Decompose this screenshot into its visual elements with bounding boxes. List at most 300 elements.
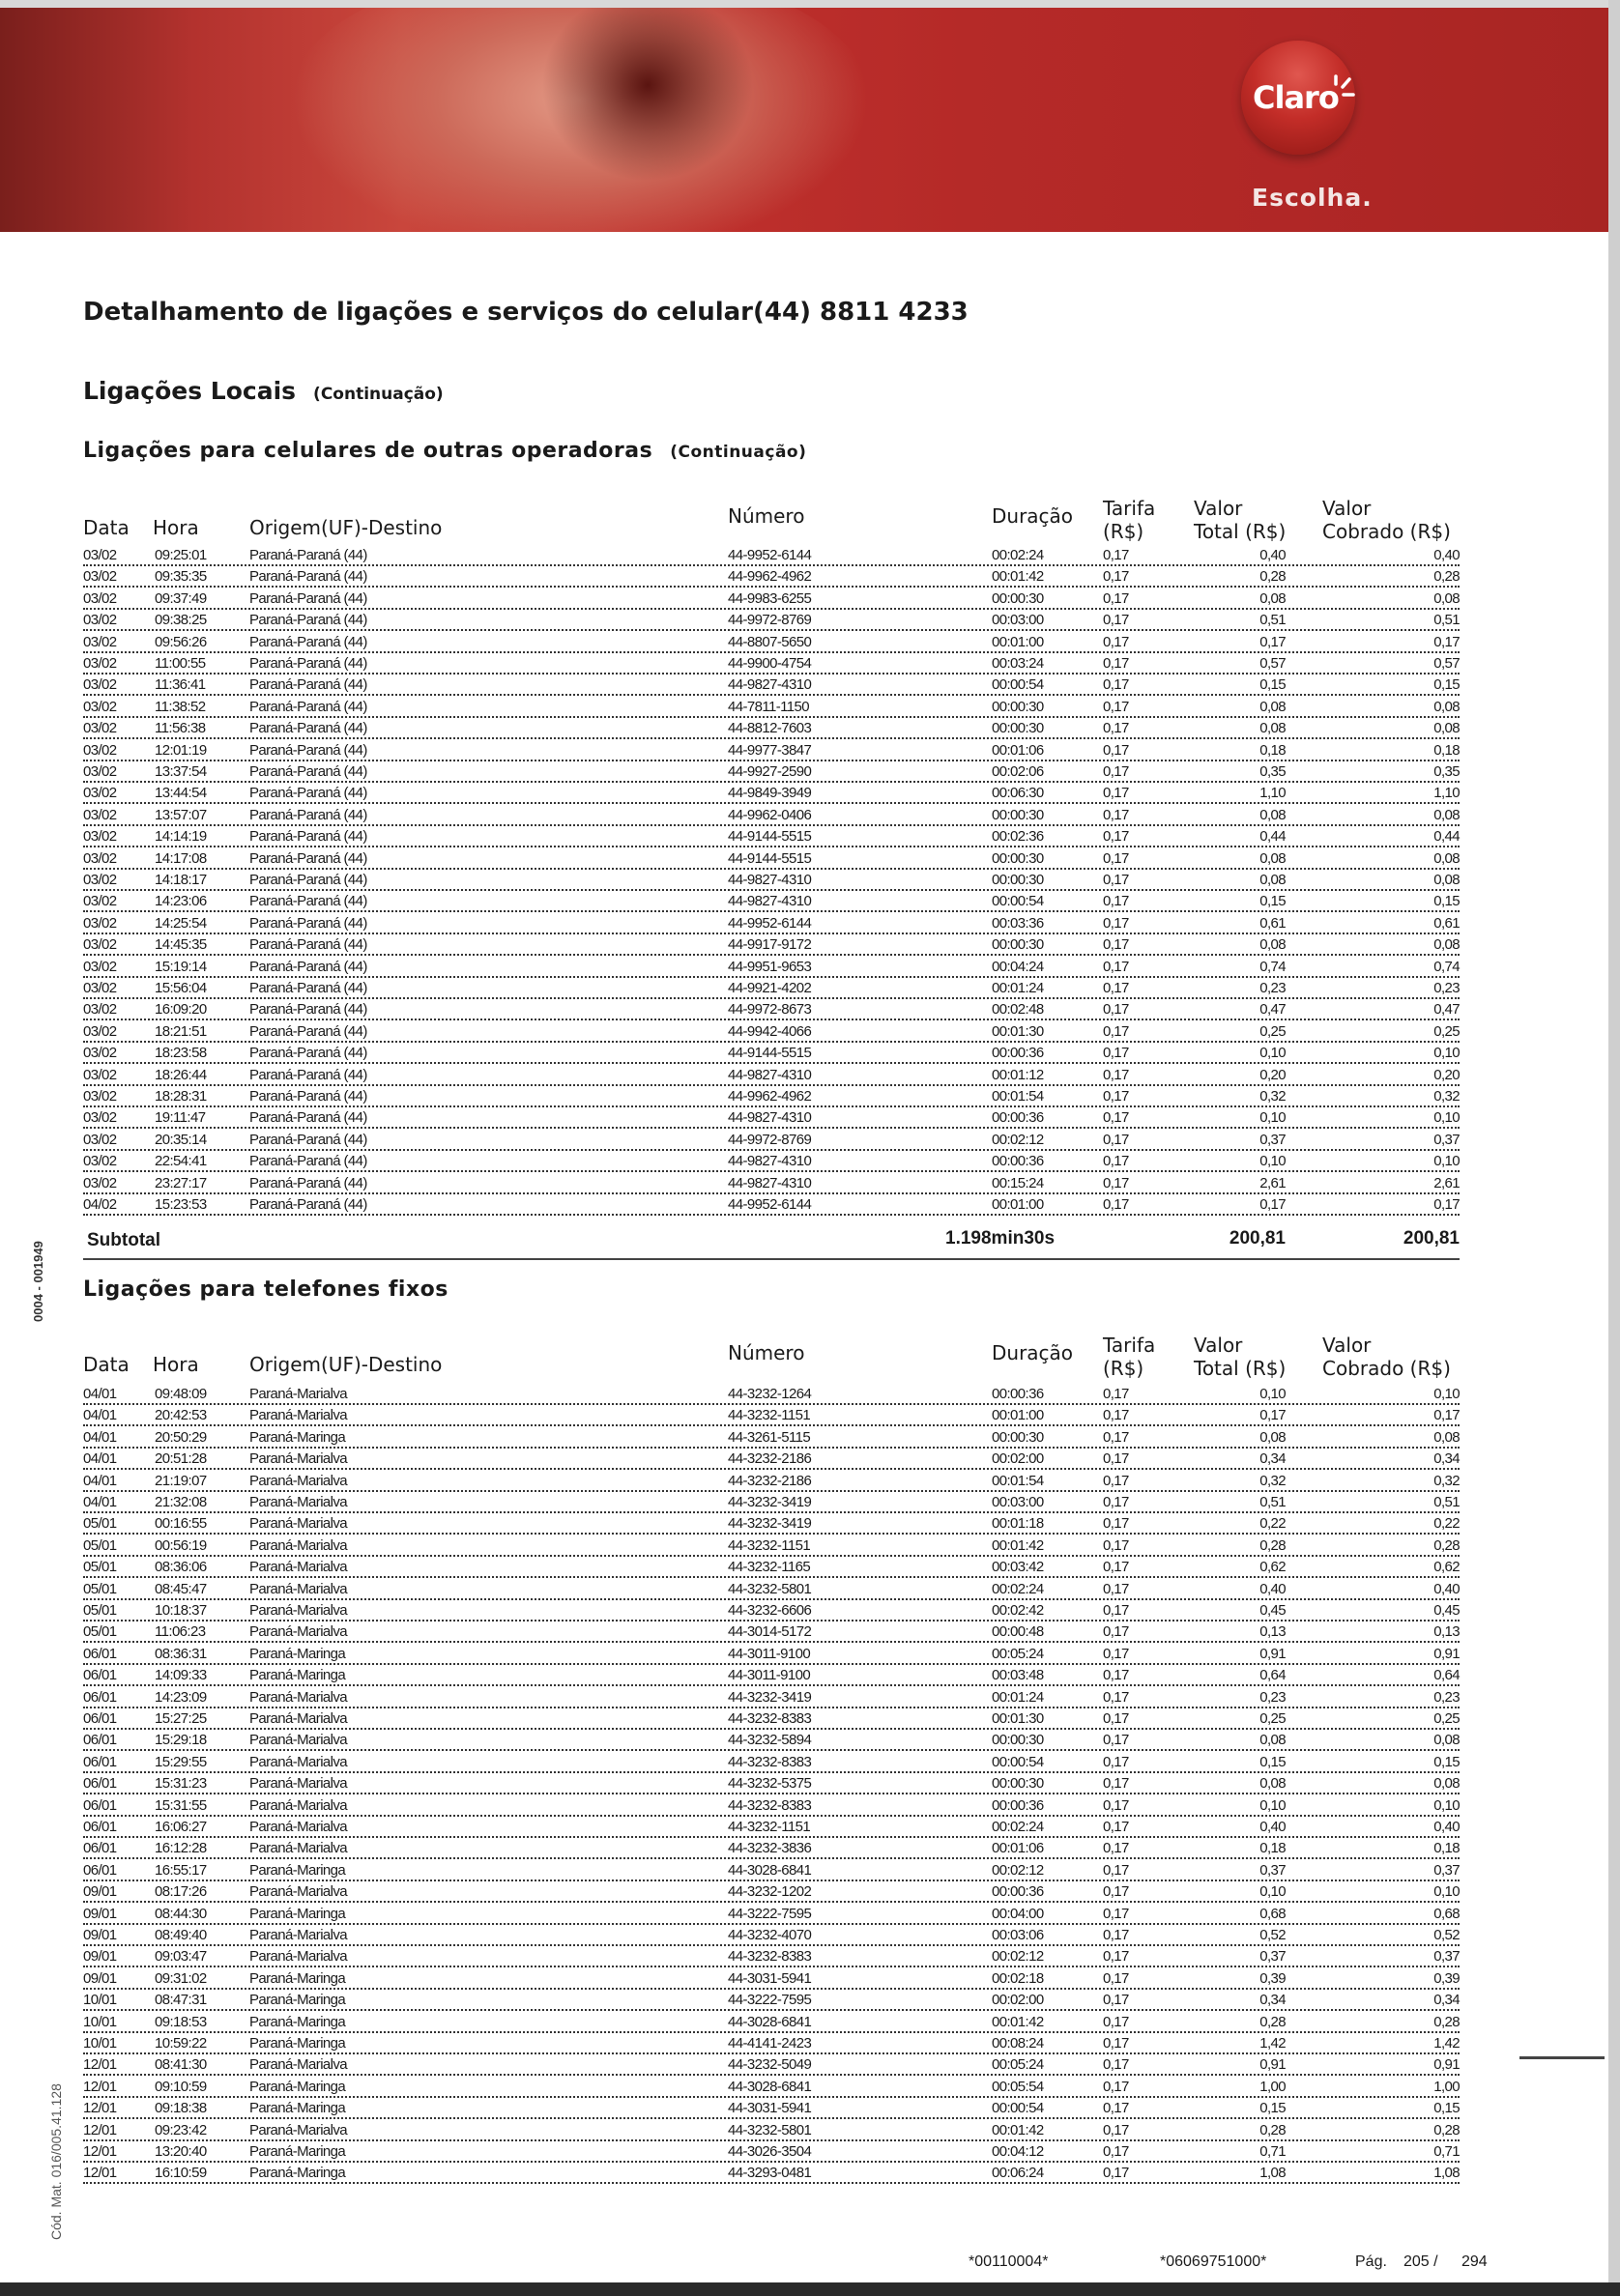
cell-rate: 0,17 <box>1103 1645 1129 1662</box>
cell-origin-destination: Paraná-Paraná (44) <box>249 872 367 888</box>
cell-number: 44-9827-4310 <box>728 1066 812 1083</box>
cell-origin-destination: Paraná-Marialva <box>249 1472 348 1489</box>
cell-duration: 00:00:54 <box>992 2100 1044 2117</box>
cell-duration: 00:03:42 <box>992 1559 1044 1576</box>
cell-time: 14:23:09 <box>155 1688 207 1706</box>
cell-charged-value: 0,08 <box>1433 1732 1460 1749</box>
cell-date: 04/01 <box>83 1472 117 1489</box>
cell-charged-value: 0,15 <box>1433 893 1460 910</box>
cell-date: 06/01 <box>83 1688 117 1706</box>
cell-total-value: 0,28 <box>1259 1536 1286 1554</box>
header-tarifa1: Tarifa <box>1103 1334 1156 1357</box>
cell-total-value: 0,15 <box>1259 893 1286 910</box>
table-row <box>83 2161 1460 2184</box>
cell-date: 05/01 <box>83 1602 117 1619</box>
cell-total-value: 0,10 <box>1259 1386 1286 1402</box>
cell-rate: 0,17 <box>1103 785 1129 802</box>
cell-charged-value: 0,13 <box>1433 1623 1460 1641</box>
cell-rate: 0,17 <box>1103 568 1129 586</box>
cell-duration: 00:01:06 <box>992 741 1044 759</box>
cell-origin-destination: Paraná-Paraná (44) <box>249 1066 367 1083</box>
header-total2: Total (R$) <box>1194 520 1287 543</box>
cell-date: 03/02 <box>83 1174 117 1191</box>
cell-charged-value: 0,15 <box>1433 676 1460 694</box>
cell-origin-destination: Paraná-Marialva <box>249 1796 348 1814</box>
table-row <box>83 1403 1460 1426</box>
cell-date: 09/01 <box>83 1883 117 1901</box>
cell-number: 44-3028-6841 <box>728 2013 812 2030</box>
cell-total-value: 0,15 <box>1259 2100 1286 2117</box>
cell-number: 44-9827-4310 <box>728 1109 812 1127</box>
cell-time: 14:18:17 <box>155 872 207 888</box>
tagline: Escolha. <box>1252 184 1373 212</box>
cell-time: 09:18:38 <box>155 2100 207 2117</box>
cell-number: 44-3232-1151 <box>728 1536 811 1554</box>
cell-number: 44-3261-5115 <box>728 1428 811 1446</box>
cell-charged-value: 0,37 <box>1433 1861 1460 1879</box>
cell-origin-destination: Paraná-Marialva <box>249 1536 348 1554</box>
cell-number: 44-9827-4310 <box>728 872 812 888</box>
cell-date: 03/02 <box>83 828 117 846</box>
header-data: Data <box>83 516 130 539</box>
table-row <box>83 760 1460 783</box>
cell-origin-destination: Paraná-Maringa <box>249 2035 346 2052</box>
cell-date: 12/01 <box>83 2078 117 2095</box>
cell-number: 44-3011-9100 <box>728 1645 811 1662</box>
header-hora: Hora <box>153 1353 199 1376</box>
cell-rate: 0,17 <box>1103 1472 1129 1489</box>
cell-duration: 00:00:36 <box>992 1153 1044 1170</box>
cell-rate: 0,17 <box>1103 2121 1129 2138</box>
cell-number: 44-9962-0406 <box>728 806 812 823</box>
table-row <box>83 2052 1460 2076</box>
table-row <box>83 1728 1460 1751</box>
cell-charged-value: 0,40 <box>1433 1580 1460 1597</box>
cell-charged-value: 0,25 <box>1433 1022 1460 1040</box>
cell-origin-destination: Paraná-Marialva <box>249 1927 348 1943</box>
cell-charged-value: 0,08 <box>1433 806 1460 823</box>
cell-total-value: 0,91 <box>1259 1645 1286 1662</box>
cell-time: 16:10:59 <box>155 2165 207 2182</box>
cell-time: 08:36:06 <box>155 1559 207 1576</box>
logo-text: Claro <box>1253 79 1339 116</box>
cell-duration: 00:01:24 <box>992 980 1044 996</box>
cell-rate: 0,17 <box>1103 2143 1129 2160</box>
cell-rate: 0,17 <box>1103 676 1129 694</box>
cell-duration: 00:01:00 <box>992 1196 1044 1213</box>
cell-charged-value: 0,08 <box>1433 872 1460 888</box>
cell-charged-value: 0,61 <box>1433 914 1460 932</box>
cell-charged-value: 0,35 <box>1433 763 1460 780</box>
cell-date: 05/01 <box>83 1515 117 1533</box>
cell-number: 44-3232-5049 <box>728 2056 812 2074</box>
table-row <box>83 1966 1460 1990</box>
cell-time: 09:03:47 <box>155 1948 207 1966</box>
cell-date: 03/02 <box>83 1131 117 1148</box>
cell-rate: 0,17 <box>1103 872 1129 888</box>
page-mark <box>1519 2056 1605 2059</box>
cell-total-value: 0,20 <box>1259 1066 1286 1083</box>
cell-time: 11:38:52 <box>155 698 206 715</box>
cell-rate: 0,17 <box>1103 1969 1129 1987</box>
cell-total-value: 0,51 <box>1259 612 1286 629</box>
cell-number: 44-3232-3836 <box>728 1840 812 1857</box>
cell-origin-destination: Paraná-Maringa <box>249 1428 346 1446</box>
cell-number: 44-3028-6841 <box>728 1861 812 1879</box>
cell-origin-destination: Paraná-Maringa <box>249 1905 346 1922</box>
cell-origin-destination: Paraná-Maringa <box>249 1969 346 1987</box>
cell-total-value: 0,61 <box>1259 914 1286 932</box>
cell-charged-value: 0,74 <box>1433 958 1460 975</box>
cell-time: 08:49:40 <box>155 1927 207 1943</box>
cell-date: 03/02 <box>83 720 117 737</box>
cell-origin-destination: Paraná-Maringa <box>249 1667 346 1684</box>
cell-date: 06/01 <box>83 1840 117 1857</box>
cell-origin-destination: Paraná-Maringa <box>249 2165 346 2182</box>
cell-number: 44-3232-1165 <box>728 1559 811 1576</box>
cell-rate: 0,17 <box>1103 1819 1129 1835</box>
cell-duration: 00:04:12 <box>992 2143 1044 2160</box>
cell-time: 15:29:55 <box>155 1753 207 1770</box>
cell-origin-destination: Paraná-Marialva <box>249 1732 348 1749</box>
cell-number: 44-3232-1151 <box>728 1407 811 1424</box>
table-row <box>83 1128 1460 1151</box>
scan-border <box>0 2282 1620 2296</box>
cell-rate: 0,17 <box>1103 1536 1129 1554</box>
cell-total-value: 0,40 <box>1259 547 1286 563</box>
cell-charged-value: 1,10 <box>1433 785 1460 802</box>
cell-total-value: 0,40 <box>1259 1819 1286 1835</box>
cell-rate: 0,17 <box>1103 936 1129 954</box>
cell-time: 09:35:35 <box>155 568 207 586</box>
cell-duration: 00:00:30 <box>992 872 1044 888</box>
cell-origin-destination: Paraná-Paraná (44) <box>249 1001 367 1019</box>
cell-origin-destination: Paraná-Paraná (44) <box>249 547 367 563</box>
table-row <box>83 1771 1460 1794</box>
cell-charged-value: 0,10 <box>1433 1109 1460 1127</box>
cell-time: 14:25:54 <box>155 914 207 932</box>
cell-duration: 00:02:00 <box>992 1992 1044 2009</box>
cell-charged-value: 1,00 <box>1433 2078 1460 2095</box>
cell-date: 06/01 <box>83 1796 117 1814</box>
cell-time: 09:37:49 <box>155 589 207 607</box>
cell-rate: 0,17 <box>1103 893 1129 910</box>
cell-time: 09:10:59 <box>155 2078 207 2095</box>
cell-total-value: 0,10 <box>1259 1153 1286 1170</box>
cell-origin-destination: Paraná-Marialva <box>249 1948 348 1966</box>
cell-total-value: 0,23 <box>1259 1688 1286 1706</box>
cell-charged-value: 0,17 <box>1433 1407 1460 1424</box>
cell-time: 15:19:14 <box>155 958 207 975</box>
cell-time: 09:56:26 <box>155 633 207 650</box>
table-row <box>83 673 1460 696</box>
table-row <box>83 847 1460 870</box>
cell-duration: 00:01:42 <box>992 1536 1044 1554</box>
cell-origin-destination: Paraná-Paraná (44) <box>249 720 367 737</box>
cell-origin-destination: Paraná-Paraná (44) <box>249 633 367 650</box>
cell-origin-destination: Paraná-Marialva <box>249 1386 348 1402</box>
cell-duration: 00:01:54 <box>992 1088 1044 1105</box>
cell-total-value: 0,10 <box>1259 1796 1286 1814</box>
cell-total-value: 0,18 <box>1259 741 1286 759</box>
cell-origin-destination: Paraná-Maringa <box>249 2013 346 2030</box>
cell-date: 03/02 <box>83 612 117 629</box>
cell-rate: 0,17 <box>1103 655 1129 672</box>
material-code: Cód. Mat. 016/005.41.128 <box>48 2083 64 2240</box>
table-row <box>83 1063 1460 1086</box>
cell-time: 00:16:55 <box>155 1515 207 1533</box>
cell-number: 44-3232-2186 <box>728 1450 812 1468</box>
page-number: 205 / <box>1403 2253 1438 2270</box>
cell-rate: 0,17 <box>1103 698 1129 715</box>
cell-date: 03/02 <box>83 1088 117 1105</box>
table-row <box>83 1836 1460 1859</box>
cell-total-value: 0,45 <box>1259 1602 1286 1619</box>
cell-time: 20:51:28 <box>155 1450 207 1468</box>
table-row <box>83 738 1460 761</box>
table-row <box>83 1923 1460 1946</box>
cell-origin-destination: Paraná-Paraná (44) <box>249 589 367 607</box>
table-row <box>83 2075 1460 2098</box>
cell-time: 08:41:30 <box>155 2056 207 2074</box>
cell-number: 44-9144-5515 <box>728 828 812 846</box>
cell-date: 06/01 <box>83 1753 117 1770</box>
cell-rate: 0,17 <box>1103 1386 1129 1402</box>
cell-charged-value: 0,57 <box>1433 655 1460 672</box>
cell-origin-destination: Paraná-Marialva <box>249 1602 348 1619</box>
cell-time: 16:12:28 <box>155 1840 207 1857</box>
table-row <box>83 695 1460 718</box>
cell-duration: 00:00:54 <box>992 1753 1044 1770</box>
cell-time: 08:17:26 <box>155 1883 207 1901</box>
table-row <box>83 1707 1460 1730</box>
cell-number: 44-3232-3419 <box>728 1688 812 1706</box>
cell-duration: 00:00:30 <box>992 720 1044 737</box>
cell-date: 04/01 <box>83 1386 117 1402</box>
cell-duration: 00:03:00 <box>992 1494 1044 1510</box>
cell-rate: 0,17 <box>1103 1732 1129 1749</box>
cell-duration: 00:04:00 <box>992 1905 1044 1922</box>
table1-title <box>83 439 806 463</box>
cell-charged-value: 0,91 <box>1433 2056 1460 2074</box>
cell-duration: 00:05:24 <box>992 1645 1044 1662</box>
cell-rate: 0,17 <box>1103 763 1129 780</box>
cell-time: 11:56:38 <box>155 720 206 737</box>
cell-time: 18:23:58 <box>155 1045 207 1062</box>
cell-number: 44-3026-3504 <box>728 2143 812 2160</box>
cell-time: 14:09:33 <box>155 1667 207 1684</box>
cell-origin-destination: Paraná-Maringa <box>249 1645 346 1662</box>
section-title <box>83 377 444 405</box>
table-row <box>83 1105 1460 1129</box>
cell-duration: 00:01:30 <box>992 1022 1044 1040</box>
batch-number: 0004 - 001949 <box>31 1241 45 1322</box>
subtotal-duration: 1.198min30s <box>945 1228 1056 1248</box>
table-row <box>83 1620 1460 1643</box>
cell-number: 44-3232-8383 <box>728 1710 812 1727</box>
cell-number: 44-3222-7595 <box>728 1992 812 2009</box>
table-row <box>83 543 1460 566</box>
cell-origin-destination: Paraná-Paraná (44) <box>249 828 367 846</box>
cell-charged-value: 0,23 <box>1433 1688 1460 1706</box>
cell-rate: 0,17 <box>1103 1927 1129 1943</box>
cell-date: 05/01 <box>83 1559 117 1576</box>
cell-number: 44-9972-8769 <box>728 612 812 629</box>
table-row <box>83 2010 1460 2033</box>
cell-time: 09:23:42 <box>155 2121 207 2138</box>
cell-rate: 0,17 <box>1103 1840 1129 1857</box>
cell-date: 09/01 <box>83 1905 117 1922</box>
cell-total-value: 0,91 <box>1259 2056 1286 2074</box>
table-row <box>83 911 1460 934</box>
cell-charged-value: 0,10 <box>1433 1386 1460 1402</box>
cell-charged-value: 0,17 <box>1433 633 1460 650</box>
cell-date: 06/01 <box>83 1861 117 1879</box>
cell-charged-value: 0,08 <box>1433 698 1460 715</box>
cell-rate: 0,17 <box>1103 2100 1129 2117</box>
cell-time: 15:27:25 <box>155 1710 207 1727</box>
table-row <box>83 1858 1460 1881</box>
cell-origin-destination: Paraná-Maringa <box>249 1992 346 2009</box>
cell-origin-destination: Paraná-Marialva <box>249 1775 348 1793</box>
cell-total-value: 0,08 <box>1259 806 1286 823</box>
cell-rate: 0,17 <box>1103 1450 1129 1468</box>
cell-total-value: 0,52 <box>1259 1927 1286 1943</box>
cell-date: 03/02 <box>83 1153 117 1170</box>
cell-number: 44-9951-9653 <box>728 958 812 975</box>
cell-date: 03/02 <box>83 1045 117 1062</box>
cell-rate: 0,17 <box>1103 2078 1129 2095</box>
cell-rate: 0,17 <box>1103 1861 1129 1879</box>
cell-total-value: 0,57 <box>1259 655 1286 672</box>
cell-duration: 00:01:12 <box>992 1066 1044 1083</box>
divider <box>83 1258 1460 1260</box>
table-row <box>83 1382 1460 1405</box>
cell-charged-value: 0,15 <box>1433 2100 1460 2117</box>
header-duracao: Duração <box>992 1341 1074 1364</box>
cell-charged-value: 0,08 <box>1433 720 1460 737</box>
cell-date: 03/02 <box>83 914 117 932</box>
cell-charged-value: 0,08 <box>1433 1428 1460 1446</box>
cell-total-value: 2,61 <box>1259 1174 1286 1191</box>
cell-number: 44-9983-6255 <box>728 589 812 607</box>
cell-date: 09/01 <box>83 1927 117 1943</box>
cell-number: 44-3011-9100 <box>728 1667 811 1684</box>
cell-total-value: 0,64 <box>1259 1667 1286 1684</box>
cell-time: 14:45:35 <box>155 936 207 954</box>
cell-date: 03/02 <box>83 633 117 650</box>
cell-charged-value: 0,08 <box>1433 1775 1460 1793</box>
cell-number: 44-3232-2186 <box>728 1472 812 1489</box>
cell-total-value: 0,08 <box>1259 1428 1286 1446</box>
cell-duration: 00:06:30 <box>992 785 1044 802</box>
cell-charged-value: 0,32 <box>1433 1088 1460 1105</box>
cell-duration: 00:02:24 <box>992 1580 1044 1597</box>
cell-origin-destination: Paraná-Marialva <box>249 1688 348 1706</box>
cell-rate: 0,17 <box>1103 2013 1129 2030</box>
cell-origin-destination: Paraná-Paraná (44) <box>249 980 367 996</box>
cell-total-value: 0,10 <box>1259 1045 1286 1062</box>
cell-rate: 0,17 <box>1103 1796 1129 1814</box>
cell-duration: 00:00:54 <box>992 676 1044 694</box>
cell-charged-value: 1,42 <box>1433 2035 1460 2052</box>
cell-number: 44-9972-8769 <box>728 1131 812 1148</box>
cell-number: 44-9917-9172 <box>728 936 812 954</box>
cell-origin-destination: Paraná-Marialva <box>249 1407 348 1424</box>
cell-duration: 00:06:24 <box>992 2165 1044 2182</box>
cell-duration: 00:02:12 <box>992 1861 1044 1879</box>
cell-duration: 00:00:30 <box>992 698 1044 715</box>
cell-total-value: 0,28 <box>1259 2013 1286 2030</box>
cell-time: 09:38:25 <box>155 612 207 629</box>
cell-charged-value: 0,39 <box>1433 1969 1460 1987</box>
page-total: 294 <box>1461 2253 1488 2270</box>
cell-number: 44-9977-3847 <box>728 741 812 759</box>
cell-origin-destination: Paraná-Marialva <box>249 1515 348 1533</box>
cell-rate: 0,17 <box>1103 1602 1129 1619</box>
cell-number: 44-9921-4202 <box>728 980 812 996</box>
cell-charged-value: 0,18 <box>1433 741 1460 759</box>
cell-time: 00:56:19 <box>155 1536 207 1554</box>
cell-number: 44-8812-7603 <box>728 720 812 737</box>
cell-number: 44-3014-5172 <box>728 1623 812 1641</box>
header-tarifa2: (R$) <box>1103 520 1144 543</box>
cell-date: 03/02 <box>83 849 117 867</box>
header-cobrado2: Cobrado (R$) <box>1322 1357 1451 1380</box>
cell-date: 10/01 <box>83 2013 117 2030</box>
cell-duration: 00:08:24 <box>992 2035 1044 2052</box>
cell-origin-destination: Paraná-Marialva <box>249 2056 348 2074</box>
cell-origin-destination: Paraná-Marialva <box>249 1559 348 1576</box>
cell-rate: 0,17 <box>1103 958 1129 975</box>
cell-rate: 0,17 <box>1103 1688 1129 1706</box>
table-row <box>83 1534 1460 1557</box>
cell-origin-destination: Paraná-Paraná (44) <box>249 763 367 780</box>
cell-rate: 0,17 <box>1103 1196 1129 1213</box>
cell-duration: 00:03:00 <box>992 612 1044 629</box>
scan-border <box>0 0 1620 8</box>
cell-number: 44-3232-5894 <box>728 1732 812 1749</box>
cell-origin-destination: Paraná-Paraná (44) <box>249 1109 367 1127</box>
cell-number: 44-3232-8383 <box>728 1796 812 1814</box>
cell-charged-value: 2,61 <box>1433 1174 1460 1191</box>
cell-charged-value: 0,20 <box>1433 1066 1460 1083</box>
cell-origin-destination: Paraná-Paraná (44) <box>249 849 367 867</box>
table-row <box>83 1490 1460 1513</box>
cell-date: 04/01 <box>83 1450 117 1468</box>
cell-rate: 0,17 <box>1103 2035 1129 2052</box>
cell-charged-value: 0,15 <box>1433 1753 1460 1770</box>
cell-number: 44-7811-1150 <box>728 698 809 715</box>
cell-time: 16:09:20 <box>155 1001 207 1019</box>
cell-date: 12/01 <box>83 2121 117 2138</box>
table-row <box>83 803 1460 826</box>
table-row <box>83 1084 1460 1107</box>
cell-origin-destination: Paraná-Paraná (44) <box>249 1022 367 1040</box>
cell-date: 06/01 <box>83 1732 117 1749</box>
cell-number: 44-9952-6144 <box>728 914 812 932</box>
cell-charged-value: 0,62 <box>1433 1559 1460 1576</box>
table-row <box>83 564 1460 588</box>
header-cobrado1: Valor <box>1322 1334 1372 1357</box>
cell-duration: 00:00:30 <box>992 1775 1044 1793</box>
cell-date: 03/02 <box>83 806 117 823</box>
table-row <box>83 1685 1460 1708</box>
cell-time: 08:47:31 <box>155 1992 207 2009</box>
cell-number: 44-3232-5375 <box>728 1775 812 1793</box>
cell-number: 44-9942-4066 <box>728 1022 812 1040</box>
cell-origin-destination: Paraná-Maringa <box>249 1861 346 1879</box>
